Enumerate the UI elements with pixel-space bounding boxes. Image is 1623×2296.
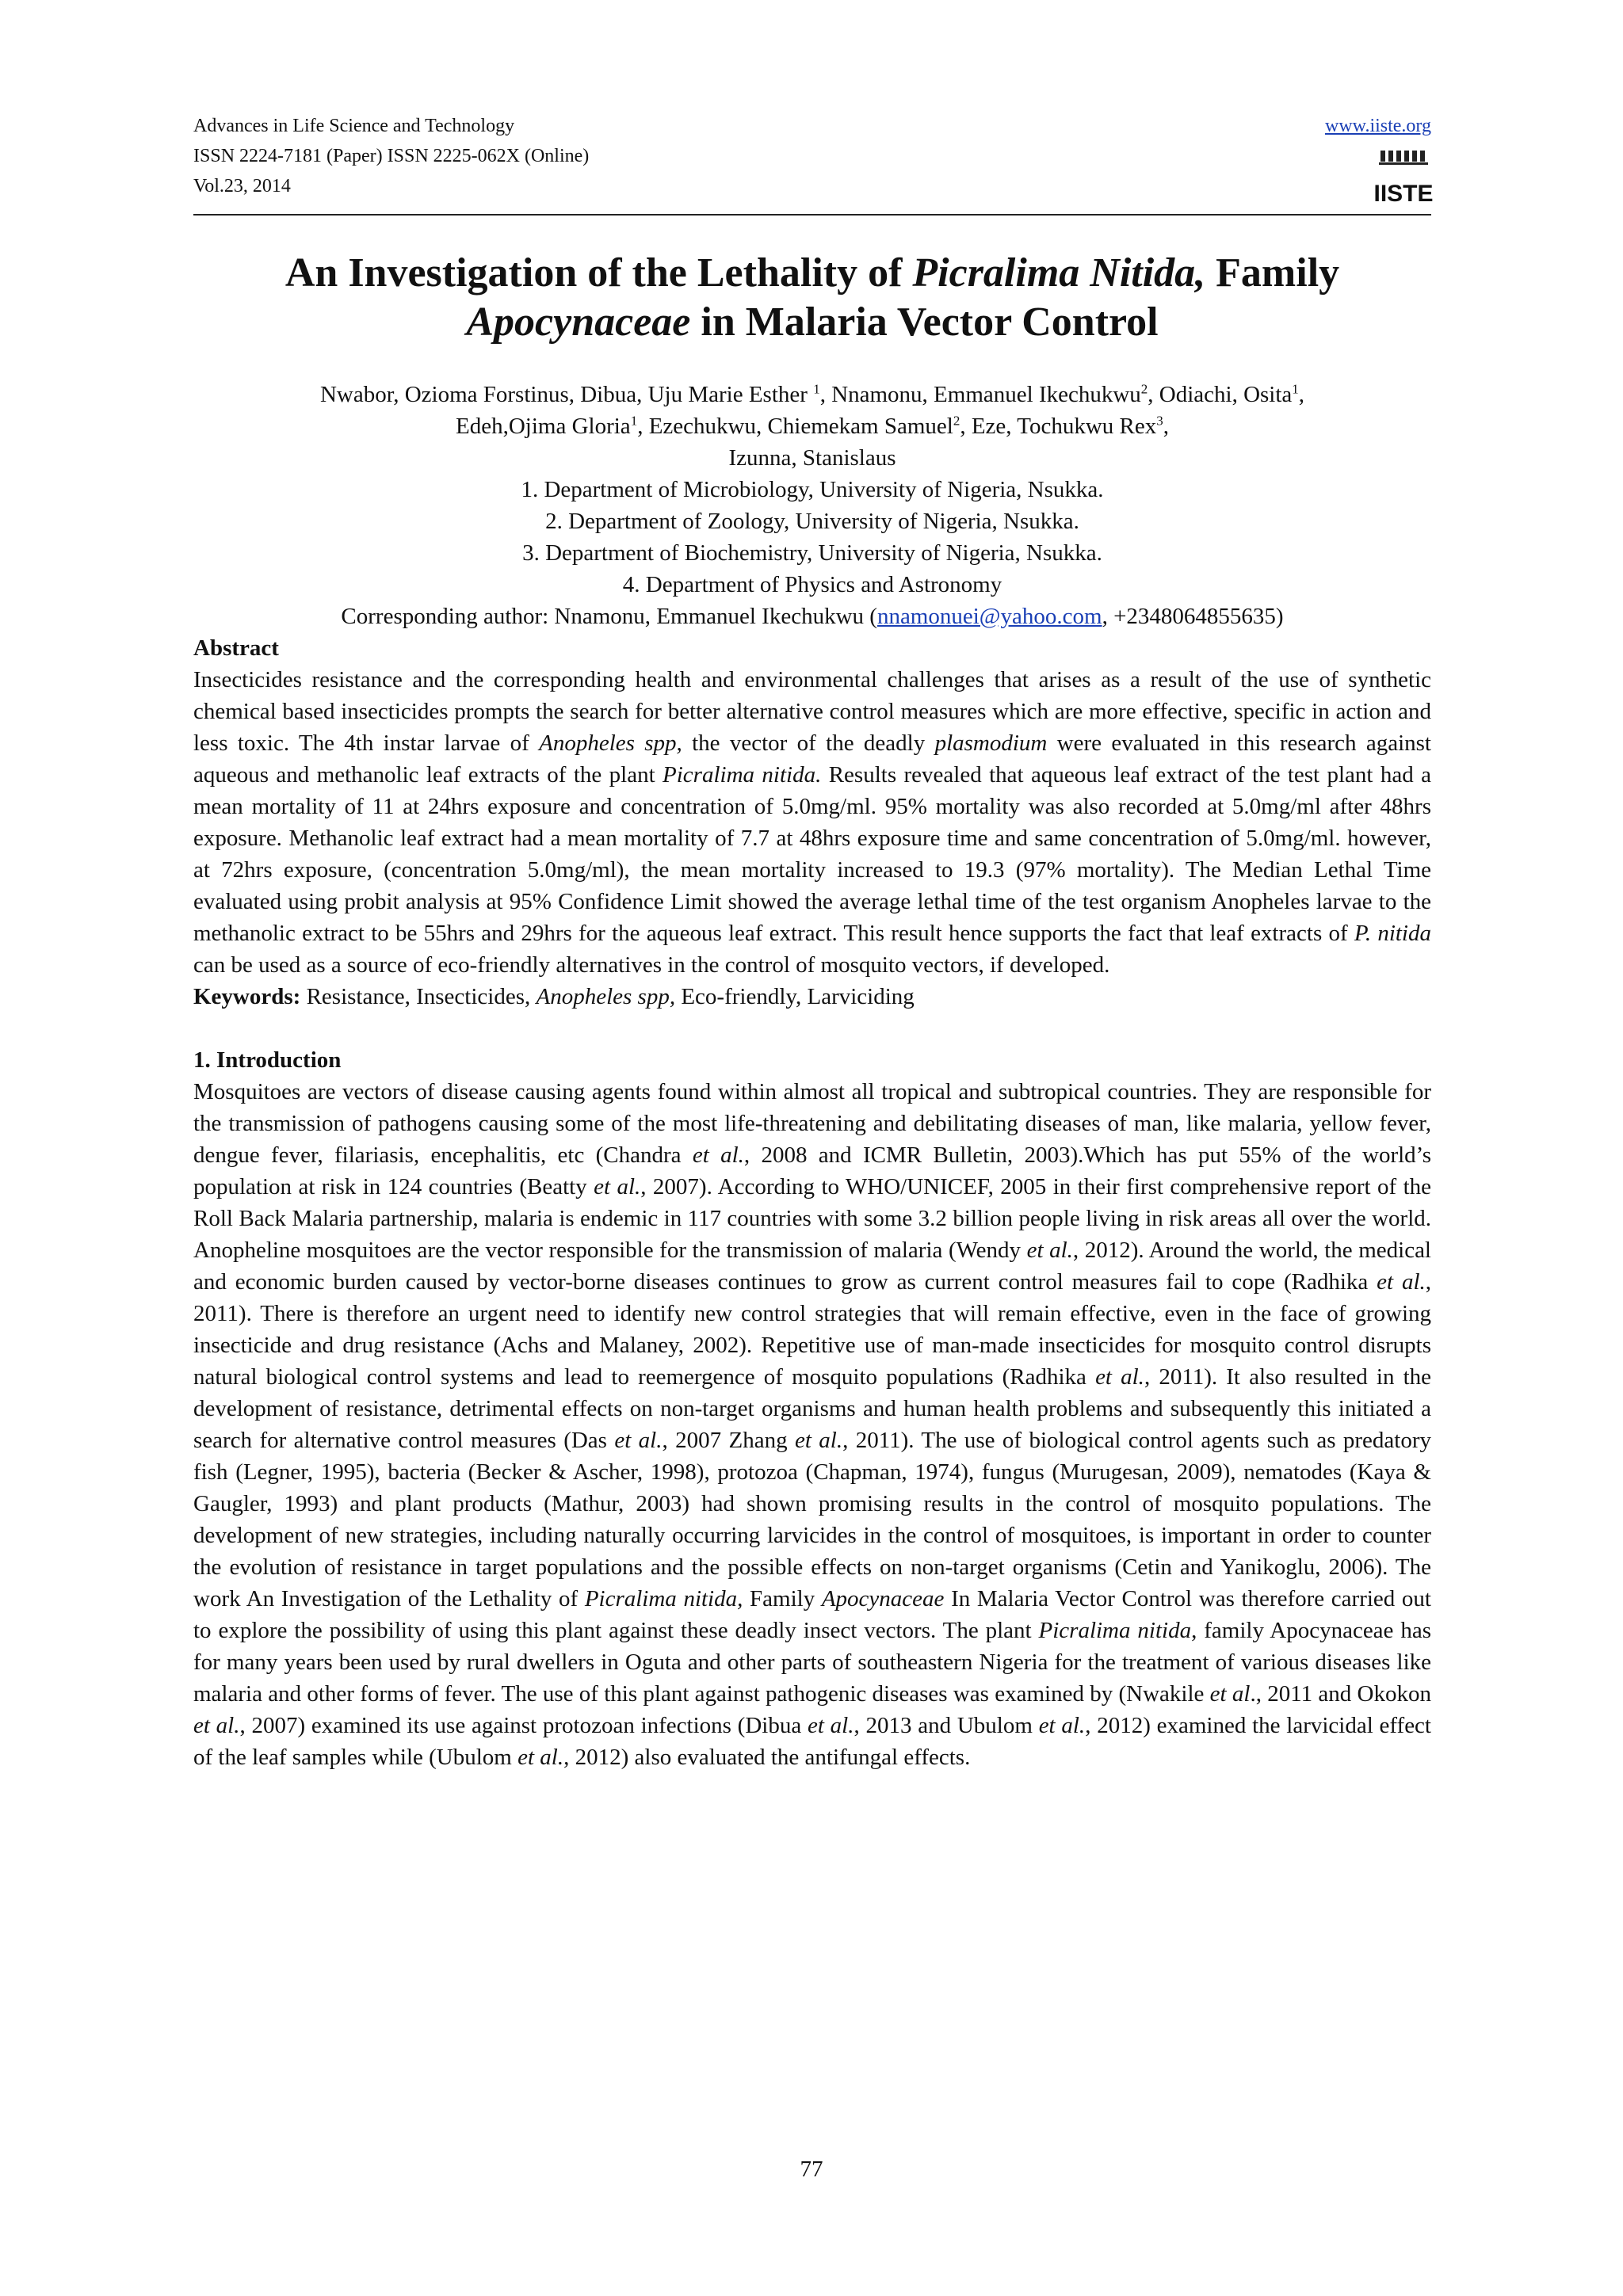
affiliation-2: 2. Department of Zoology, University of Nigeria, Nsukka. [545, 509, 1079, 534]
paper-page [193, 111, 1434, 1773]
issn-line: ISSN 2224-7181 (Paper) ISSN 2225-062X (Online) [193, 146, 590, 166]
header-rule [193, 214, 1431, 215]
introduction-body: Mosquitoes are vectors of disease causing agents found within almost all tropical and subtropical countries. They are responsible for the transmission of pathogens causing some of the most life-threatening and debilitating diseases of man, like malaria, yellow fever, dengue fever, filariasis, encephalitis, etc (Chandra et al., 2008 and ICMR Bulletin, 2003).Which has put 55% of the world’s population at risk in 124 countries (Beatty et al., 2007). According to WHO/UNICEF, 2005 in their first comprehensive report of the Roll Back Malaria partnership, malaria is endemic in 117 countries with some 3.2 billion people living in risk areas all over the world. Anopheline mosquitoes are the vector responsible for the transmission of malaria (Wendy et al., 2012). Around the world, the medical and economic burden caused by vector-borne diseases continues to grow as current control measures fail to cope (Radhika et al., 2011). There is therefore an urgent need to identify new control strategies that will remain effective, even in the face of growing insecticide and drug resistance (Achs and Malaney, 2002). Repetitive use of man-made insecticides for mosquito control disrupts natural biological control systems and lead to reemergence of mosquito populations (Radhika et al., 2011). It also resulted in the development of resistance, detrimental effects on non-target organisms and human health problems and subsequently this initiated a search for alternative control measures (Das et al., 2007 Zhang et al., 2011). The use of biological control agents such as predatory fish (Legner, 1995), bacteria (Becker & Ascher, 1998), protozoa (Chapman, 1974), fungus (Murugesan, 2009), nematodes (Kaya & Gaugler, 1993) and plant products (Mathur, 2003) had shown promising results in the control of mosquito populations. The development of new strategies, including naturally occurring larvicides in the control of mosquitoes, is important in order to counter the evolution of resistance in target populations and the possible effects on non-target organisms (Cetin and Yanikoglu, 2006). The work An Investigation of the Lethality of Picralima nitida, Family Apocynaceae In Malaria Vector Control was therefore carried out to explore the possibility of using this plant against these deadly insect vectors. The plant Picralima nitida, family Apocynaceae has for many years been used by rural dwellers in Oguta and other parts of southeastern Nigeria for the treatment of various diseases like malaria and other forms of fever. The use of this plant against pathogenic diseases was examined by (Nwakile et al., 2011 and Okokon et al., 2007) examined its use against protozoan infections (Dibua et al., 2013 and Ubulom et al., 2012) examined the larvicidal effect of the leaf samples while (Ubulom et al., 2012) also evaluated the antifungal effects. [193, 1079, 1432, 1770]
author-line-1: Nwabor, Ozioma Forstinus, Dibua, Uju Marie Esther $^1$, Nnamonu, Emmanuel Ikechukwu$^2$, Odiachi, Osita$^1$, [319, 381, 1305, 407]
abstract-heading: Abstract [193, 635, 279, 661]
journal-name: Advances in Life Science and Technology [193, 116, 515, 136]
abstract-body: Insecticides resistance and the corresponding health and environmental challenges that arises as a result of the use of synthetic chemical based insecticides prompts the search for better alternative control measures which are more effective, specific in action and less toxic. The 4th instar larvae of Anopheles spp, the vector of the deadly plasmodium were evaluated in this research against aqueous and methanolic leaf extracts of the plant Picralima nitida. Results revealed that aqueous leaf extract of the test plant had a mean mortality of 11 at 24hrs exposure and concentration of 5.0mg/ml. 95% mortality was also recorded at 5.0mg/ml after 48hrs exposure. Methanolic leaf extract had a mean mortality of 7.7 at 48hrs exposure time and same concentration of 5.0mg/ml. however, at 72hrs exposure, (concentration 5.0mg/ml), the mean mortality increased to 19.3 (97% mortality). The Median Lethal Time evaluated using probit analysis at 95% Confidence Limit showed the average lethal time of the test organism Anopheles larvae to the methanolic extract to be 55hrs and 29hrs for the aqueous leaf extract. This result hence supports the fact that leaf extracts of P. nitida can be used as a source of eco-friendly alternatives in the control of mosquito vectors, if developed. [193, 667, 1431, 978]
email-link[interactable]: nnamonuei@yahoo.com [876, 604, 1102, 629]
iiste-logo-icon [1373, 149, 1434, 207]
keywords-line: Keywords: Resistance, Insecticides, Anopheles spp, Eco-friendly, Larviciding [193, 984, 915, 1009]
journal-url-link[interactable]: www.iiste.org [1325, 116, 1431, 136]
volume-line: Vol.23, 2014 [193, 176, 291, 196]
paper-title: An Investigation of the Lethality of Picralima Nitida, Family Apocynaceae in Malaria Vector Control [285, 250, 1340, 345]
running-header [193, 111, 1434, 214]
affiliation-4: 4. Department of Physics and Astronomy [622, 572, 1002, 597]
author-line-2: Edeh,Ojima Gloria$^1$, Ezechukwu, Chiemekam Samuel$^2$, Eze, Tochukwu Rex$^3$, [456, 413, 1169, 439]
svg-text:IISTE: IISTE [1373, 181, 1434, 207]
affiliation-1: 1. Department of Microbiology, University of Nigeria, Nsukka. [521, 477, 1104, 502]
introduction-heading: 1. Introduction [193, 1047, 342, 1073]
author-line-3: Izunna, Stanislaus [728, 445, 896, 471]
author-block [193, 379, 1431, 632]
corresponding-author: Corresponding author: Nnamonu, Emmanuel Ikechukwu (nnamonuei@yahoo.com, +2348064855635) [341, 604, 1284, 629]
page-number: 77 [800, 2157, 823, 2182]
affiliation-3: 3. Department of Biochemistry, University of Nigeria, Nsukka. [522, 540, 1102, 566]
